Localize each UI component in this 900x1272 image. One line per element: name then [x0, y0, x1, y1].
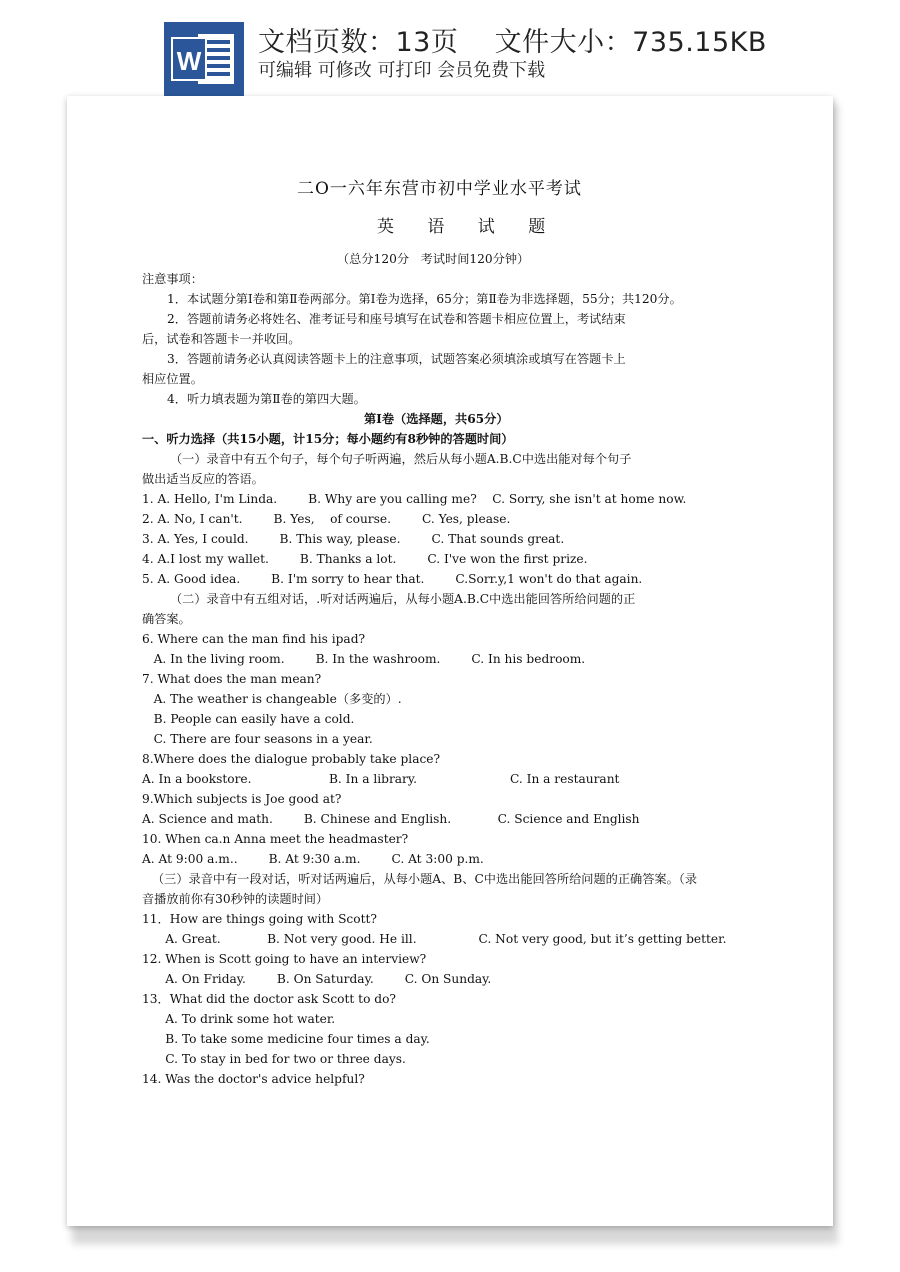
- question-item: 10. When ca.n Anna meet the headmaster?: [142, 832, 409, 846]
- question-item: 11．How are things going with Scott?: [142, 912, 377, 926]
- exam-subtitle: 英 语 试 题: [377, 217, 560, 237]
- note-line: 3．答题前请务必认真阅读答题卡上的注意事项，试题答案必须填涂或填写在答题卡上: [167, 352, 626, 366]
- question-item: A. Great. B. Not very good. He ill. C. Not very good, but it’s getting better.: [142, 932, 727, 946]
- question-item: A. At 9:00 a.m.. B. At 9:30 a.m. C. At 3:00 p.m.: [142, 852, 484, 866]
- document-page: [67, 96, 833, 1226]
- word-icon-letter: W: [176, 46, 202, 76]
- sub1-intro: （一）录音中有五个句子，每个句子听两遍，然后从每小题A.B.C中选出能对每个句子: [170, 452, 632, 466]
- question-item: A. On Friday. B. On Saturday. C. On Sunday.: [142, 972, 492, 986]
- question-item: 7. What does the man mean?: [142, 672, 322, 686]
- question-item: C. There are four seasons in a year.: [142, 732, 373, 746]
- question-item: C. To stay in bed for two or three days.: [142, 1052, 406, 1066]
- word-document-icon: [164, 22, 244, 96]
- note-line: 相应位置。: [142, 372, 203, 386]
- question-item: A. In the living room. B. In the washroom. C. In his bedroom.: [142, 652, 586, 666]
- question-item: 9.Which subjects is Joe good at?: [142, 792, 342, 806]
- notes-heading: 注意事项：: [142, 272, 203, 286]
- note-line: 2．答题前请务必将姓名、准考证号和座号填写在试卷和答题卡相应位置上，考试结束: [167, 312, 626, 326]
- document-meta-pages-size: 文档页数：13页 文件大小：735.15KB: [258, 27, 767, 58]
- part1-heading: 第Ⅰ卷（选择题，共65分）: [364, 412, 509, 426]
- question-item: 2. A. No, I can't. B. Yes, of course. C. Yes, please.: [142, 512, 511, 526]
- sub2-intro: （二）录音中有五组对话，.听对话两遍后，从每小题A.B.C中选出能回答所给问题的正: [170, 592, 636, 606]
- question-item: A. The weather is changeable（多变的）.: [142, 692, 402, 706]
- question-item: 12. When is Scott going to have an interview?: [142, 952, 427, 966]
- note-line: 1．本试题分第Ⅰ卷和第Ⅱ卷两部分。第Ⅰ卷为选择，65分；第Ⅱ卷为非选择题，55分；共120分。: [167, 292, 682, 306]
- score-time: （总分120分 考试时间120分钟）: [337, 252, 530, 266]
- question-item: A. To drink some hot water.: [142, 1012, 336, 1026]
- question-item: A. In a bookstore. B. In a library. C. In a restaurant: [142, 772, 620, 786]
- section1-heading: 一、听力选择（共15小题，计15分；每小题约有8秒钟的答题时间）: [142, 432, 514, 446]
- question-item: 8.Where does the dialogue probably take place?: [142, 752, 441, 766]
- note-line: 后，试卷和答题卡一并收回。: [142, 332, 301, 346]
- sub3-intro: 音播放前你有30秒钟的读题时间）: [142, 892, 329, 906]
- question-item: 1. A. Hello, I'm Linda. B. Why are you calling me? C. Sorry, she isn't at home now.: [142, 492, 687, 506]
- question-item: B. People can easily have a cold.: [142, 712, 355, 726]
- question-item: B. To take some medicine four times a day.: [142, 1032, 430, 1046]
- question-item: A. Science and math. B. Chinese and English. C. Science and English: [142, 812, 640, 826]
- question-item: 5. A. Good idea. B. I'm sorry to hear that. C.Sorr.y,1 won't do that again.: [142, 572, 643, 586]
- question-item: 13．What did the doctor ask Scott to do?: [142, 992, 396, 1006]
- question-item: 4. A.I lost my wallet. B. Thanks a lot. C. I've won the first prize.: [142, 552, 588, 566]
- exam-title: 二O一六年东营市初中学业水平考试: [297, 179, 582, 199]
- document-meta-features: 可编辑 可修改 可打印 会员免费下载: [258, 60, 546, 81]
- question-item: 14. Was the doctor's advice helpful?: [142, 1072, 365, 1086]
- sub3-intro: （三）录音中有一段对话，听对话两遍后，从每小题A、B、C中选出能回答所给问题的正确答案。（录: [152, 872, 698, 886]
- note-line: 4．听力填表题为第Ⅱ卷的第四大题。: [167, 392, 366, 406]
- sub2-intro: 确答案。: [142, 612, 191, 626]
- question-item: 3. A. Yes, I could. B. This way, please. C. That sounds great.: [142, 532, 565, 546]
- question-item: 6. Where can the man find his ipad?: [142, 632, 366, 646]
- sub1-intro: 做出适当反应的答语。: [142, 472, 264, 486]
